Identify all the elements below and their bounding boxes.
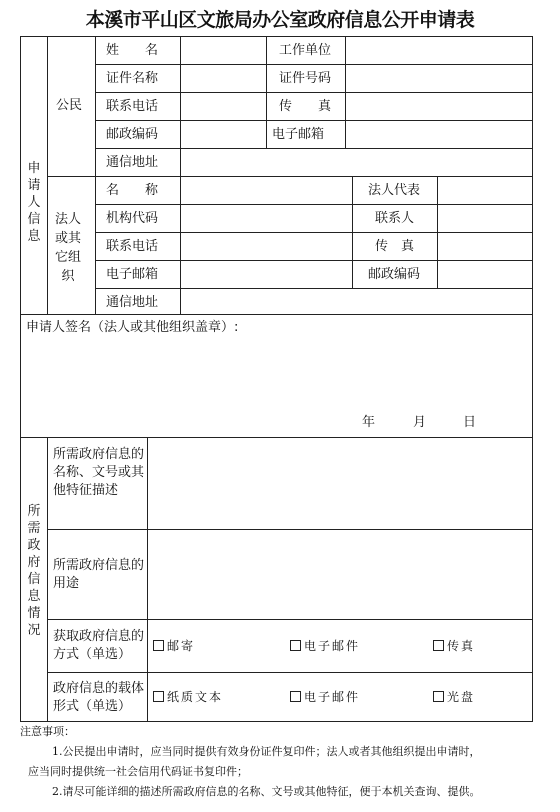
format-option-paper[interactable]: 纸质文本 <box>153 690 223 705</box>
id-type-label: 证件名称 <box>106 71 159 86</box>
purpose-label: 所需政府信息的用途 <box>53 558 145 591</box>
checkbox-icon[interactable] <box>290 691 301 702</box>
org-postcode-label: 邮政编码 <box>368 267 421 282</box>
phone-label: 联系电话 <box>106 99 159 114</box>
signature-label: 申请人签名（法人或其他组织盖章）: <box>26 320 239 335</box>
org-name-label: 名 称 <box>106 183 159 198</box>
org-address-label: 通信地址 <box>106 295 159 310</box>
note-item: 应当同时提供统一社会信用代码证书复印件； <box>28 765 248 778</box>
method-label: 获取政府信息的方式（单选） <box>53 629 145 662</box>
checkbox-icon[interactable] <box>433 691 444 702</box>
org-fax-label: 传 真 <box>375 239 415 254</box>
form-title: 本溪市平山区文旅局办公室政府信息公开申请表 <box>85 9 475 31</box>
org-email-label: 电子邮箱 <box>106 267 159 282</box>
note-item: 2.请尽可能详细的描述所需政府信息的名称、文号或其他特征，便于本机关查询、提供。 <box>52 785 481 798</box>
format-label: 政府信息的载体形式（单选） <box>53 681 145 714</box>
section-label-applicant: 申请人信息 <box>27 161 41 244</box>
method-option-mail[interactable]: 邮寄 <box>153 639 195 654</box>
fax-label: 传 真 <box>279 99 332 114</box>
date-year: 年 <box>362 415 376 430</box>
workplace-label: 工作单位 <box>279 43 332 58</box>
format-option-email[interactable]: 电子邮件 <box>290 690 360 705</box>
date-month: 月 <box>413 415 427 430</box>
date-day: 日 <box>463 415 477 430</box>
name-label: 姓 名 <box>106 43 159 58</box>
legal-rep-label: 法人代表 <box>368 183 421 198</box>
org-phone-label: 联系电话 <box>106 239 159 254</box>
checkbox-icon[interactable] <box>153 691 164 702</box>
format-option-disc[interactable]: 光盘 <box>433 690 475 705</box>
org-code-label: 机构代码 <box>106 211 159 226</box>
postcode-label: 邮政编码 <box>106 127 159 142</box>
contact-label: 联系人 <box>375 211 415 226</box>
organization-label: 法人或其它组织 <box>54 212 81 284</box>
section-label-request: 所需政府信息情况 <box>27 504 41 638</box>
citizen-label: 公民 <box>56 98 83 113</box>
note-item: 1.公民提出申请时，应当同时提供有效身份证件复印件；法人或者其他组织提出申请时， <box>52 745 481 758</box>
checkbox-icon[interactable] <box>290 640 301 651</box>
email-label: 电子邮箱 <box>272 127 325 142</box>
checkbox-icon[interactable] <box>153 640 164 651</box>
method-option-email[interactable]: 电子邮件 <box>290 639 360 654</box>
desc-label: 所需政府信息的名称、文号或其他特征描述 <box>53 447 145 498</box>
address-label: 通信地址 <box>106 155 159 170</box>
checkbox-icon[interactable] <box>433 640 444 651</box>
id-number-label: 证件号码 <box>279 71 332 86</box>
method-option-fax[interactable]: 传真 <box>433 639 475 654</box>
notes-heading: 注意事项： <box>20 725 75 738</box>
